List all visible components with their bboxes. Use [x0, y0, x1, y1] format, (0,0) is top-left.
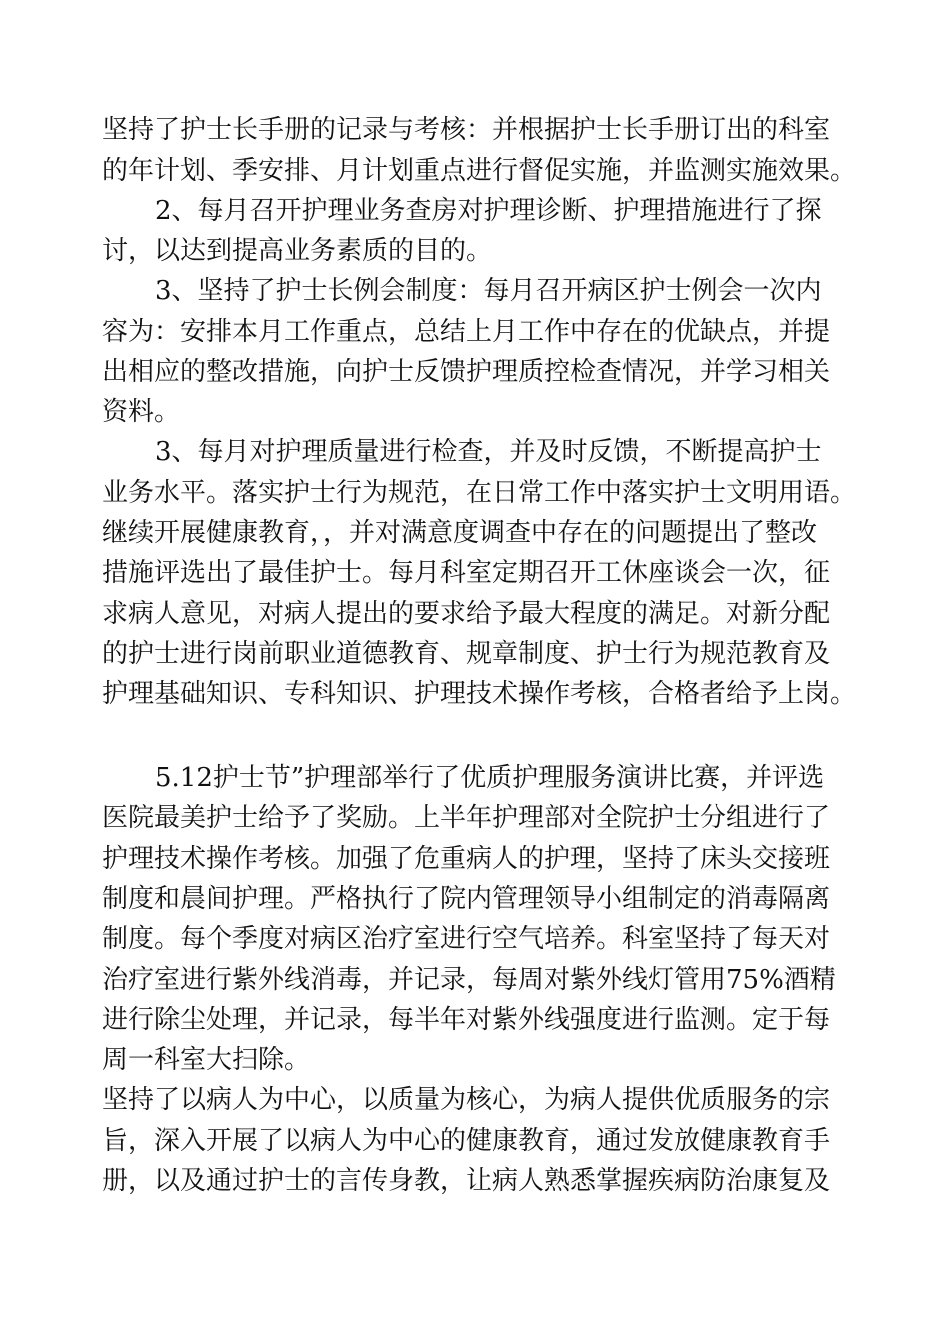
- text-line: 治疗室进行紫外线消毒，并记录，每周对紫外线灯管用75%酒精: [102, 965, 836, 995]
- text-line: 制度。每个季度对病区治疗室进行空气培养。科室坚持了每天对: [102, 924, 831, 954]
- text-line: 制度和晨间护理。严格执行了院内管理领导小组制定的消毒隔离: [102, 884, 831, 914]
- text-line: 求病人意见，对病人提出的要求给予最大程度的满足。对新分配: [102, 599, 831, 629]
- text-line: 护理技术操作考核。加强了危重病人的护理，坚持了床头交接班: [102, 844, 831, 874]
- text-line: 5.12护士节”护理部举行了优质护理服务演讲比赛，并评选: [155, 763, 825, 793]
- text-line: 讨，以达到提高业务素质的目的。: [102, 236, 493, 266]
- text-line: 册，以及通过护士的言传身教，让病人熟悉掌握疾病防治康复及: [102, 1166, 831, 1196]
- text-line: 措施评选出了最佳护士。每月科室定期召开工休座谈会一次，征: [102, 558, 831, 588]
- text-line: 医院最美护士给予了奖励。上半年护理部对全院护士分组进行了: [102, 803, 831, 833]
- text-line: 继续开展健康教育，，并对满意度调查中存在的问题提出了整改: [102, 518, 818, 548]
- text-line: 资料。: [102, 397, 181, 427]
- text-line: 的护士进行岗前职业道德教育、规章制度、护士行为规范教育及: [102, 639, 831, 669]
- text-line: 护理基础知识、专科知识、护理技术操作考核，合格者给予上岗。: [102, 679, 857, 709]
- text-line: 3、每月对护理质量进行检查，并及时反馈，不断提高护士: [155, 437, 822, 467]
- text-line: 2、每月召开护理业务查房对护理诊断、护理措施进行了探: [155, 196, 822, 226]
- text-line: 坚持了以病人为中心，以质量为核心，为病人提供优质服务的宗: [102, 1085, 831, 1115]
- text-line: 容为：安排本月工作重点，总结上月工作中存在的优缺点，并提: [102, 317, 831, 347]
- text-line: 出相应的整改措施，向护士反馈护理质控检查情况，并学习相关: [102, 357, 831, 387]
- text-line: 进行除尘处理，并记录，每半年对紫外线强度进行监测。定于每: [102, 1005, 831, 1035]
- text-line: 3、坚持了护士长例会制度：每月召开病区护士例会一次内: [155, 276, 822, 306]
- text-line: 业务水平。落实护士行为规范，在日常工作中落实护士文明用语。: [102, 478, 857, 508]
- text-line: 的年计划、季安排、月计划重点进行督促实施，并监测实施效果。: [102, 156, 857, 186]
- text-line: 坚持了护士长手册的记录与考核：并根据护士长手册订出的科室: [102, 115, 831, 145]
- text-line: 旨，深入开展了以病人为中心的健康教育，通过发放健康教育手: [102, 1126, 831, 1156]
- text-line: 周一科室大扫除。: [102, 1045, 311, 1075]
